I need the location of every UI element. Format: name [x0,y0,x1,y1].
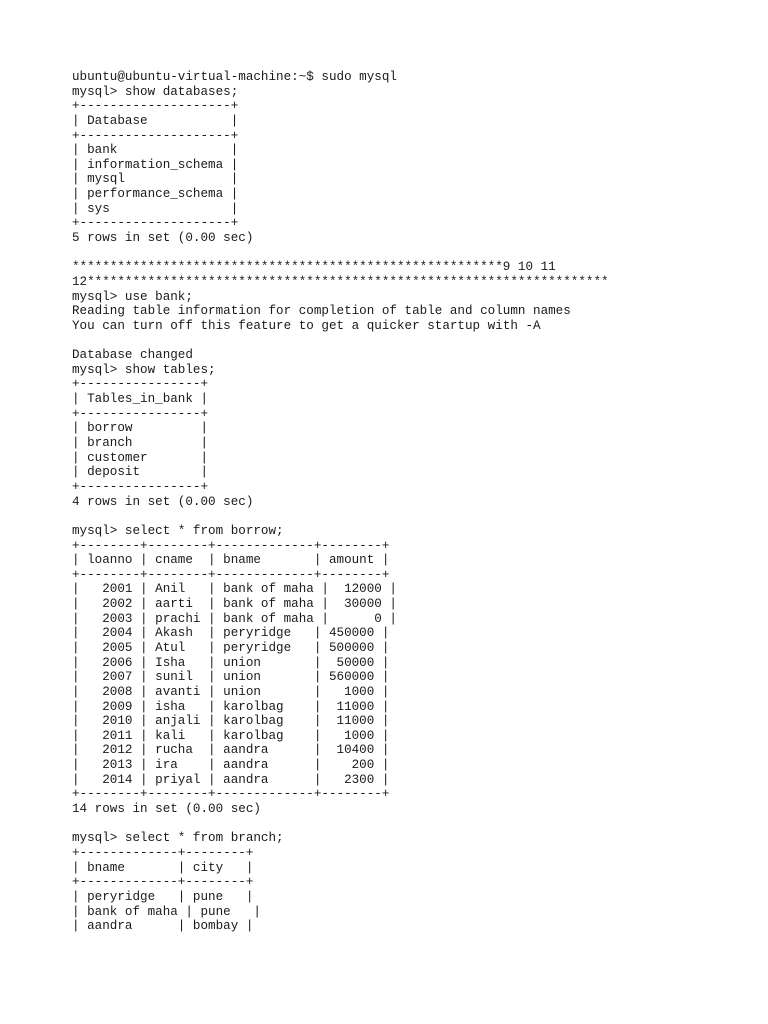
terminal-line: ubuntu@ubuntu-virtual-machine:~$ sudo mysql [72,70,397,84]
terminal-line [72,817,752,832]
terminal-line: +--------+--------+-------------+--------+ [72,538,390,553]
terminal-line [72,334,752,349]
terminal-line: | deposit | [72,465,209,480]
terminal-line: 5 rows in set (0.00 sec) [72,231,254,246]
terminal-line: | bank of maha | pune | [72,904,261,919]
terminal-line: | 2011 | kali | karolbag | 1000 | [72,728,390,743]
terminal-line: Reading table information for completion of table and column names [72,304,571,319]
terminal-line: | 2006 | Isha | union | 50000 | [72,655,390,670]
terminal-line: | bank | [72,143,239,158]
terminal-line: mysql> select * from borrow; [72,523,284,538]
terminal-line: | Tables_in_bank | [72,392,209,407]
terminal-line: | 2001 | Anil | bank of maha | 12000 | [72,582,397,597]
terminal-line: +--------------------+ [72,216,239,231]
terminal-line [72,509,752,524]
terminal-line: | 2002 | aarti | bank of maha | 30000 | [72,597,397,612]
terminal-line: | customer | [72,450,209,465]
terminal-line: | loanno | cname | bname | amount | [72,553,390,568]
terminal-line: | Database | [72,113,239,128]
terminal-line: +--------------------+ [72,99,239,114]
terminal-line: 12********************************************************************* [72,274,609,289]
terminal-line: Database changed [72,348,193,363]
terminal-line: +--------------------+ [72,128,239,143]
terminal-line: +----------------+ [72,377,209,392]
terminal-line: | 2008 | avanti | union | 1000 | [72,684,390,699]
terminal-line: 14 rows in set (0.00 sec) [72,802,261,817]
terminal-line: | 2013 | ira | aandra | 200 | [72,758,390,773]
terminal-line: mysql> show databases; [72,84,239,99]
terminal-line: | information_schema | [72,157,239,172]
terminal-line: +--------+--------+-------------+--------+ [72,787,390,802]
terminal-line: | 2004 | Akash | peryridge | 450000 | [72,626,390,641]
terminal-line: | borrow | [72,421,209,436]
terminal-line: | bname | city | [72,860,254,875]
terminal-line: +-------------+--------+ [72,875,254,890]
terminal-line: *********************************************************9 10 11 [72,260,556,275]
terminal-line: mysql> select * from branch; [72,831,284,846]
terminal-line: +----------------+ [72,406,209,421]
terminal-line: mysql> show tables; [72,362,216,377]
terminal-line: You can turn off this feature to get a quicker startup with -A [72,318,541,333]
terminal-line: mysql> use bank; [72,289,193,304]
terminal-line: | 2003 | prachi | bank of maha | 0 | [72,611,397,626]
terminal-line: 4 rows in set (0.00 sec) [72,494,254,509]
terminal-line: | 2005 | Atul | peryridge | 500000 | [72,640,390,655]
terminal-line: | 2009 | isha | karolbag | 11000 | [72,699,390,714]
terminal-line [72,246,752,261]
terminal-line: | peryridge | pune | [72,889,254,904]
terminal-line: | branch | [72,436,209,451]
terminal-line: | 2012 | rucha | aandra | 10400 | [72,743,390,758]
terminal-line: | aandra | bombay | [72,919,254,934]
terminal-line: +-------------+--------+ [72,845,254,860]
terminal-line: | 2007 | sunil | union | 560000 | [72,670,390,685]
terminal-output [72,70,752,934]
terminal-line: | 2014 | priyal | aandra | 2300 | [72,772,390,787]
terminal-line: | 2010 | anjali | karolbag | 11000 | [72,714,390,729]
terminal-line: | performance_schema | [72,187,239,202]
terminal-line: +----------------+ [72,479,209,494]
terminal-line: +--------+--------+-------------+--------+ [72,567,390,582]
terminal-line: | sys | [72,201,239,216]
terminal-line: | mysql | [72,172,239,187]
